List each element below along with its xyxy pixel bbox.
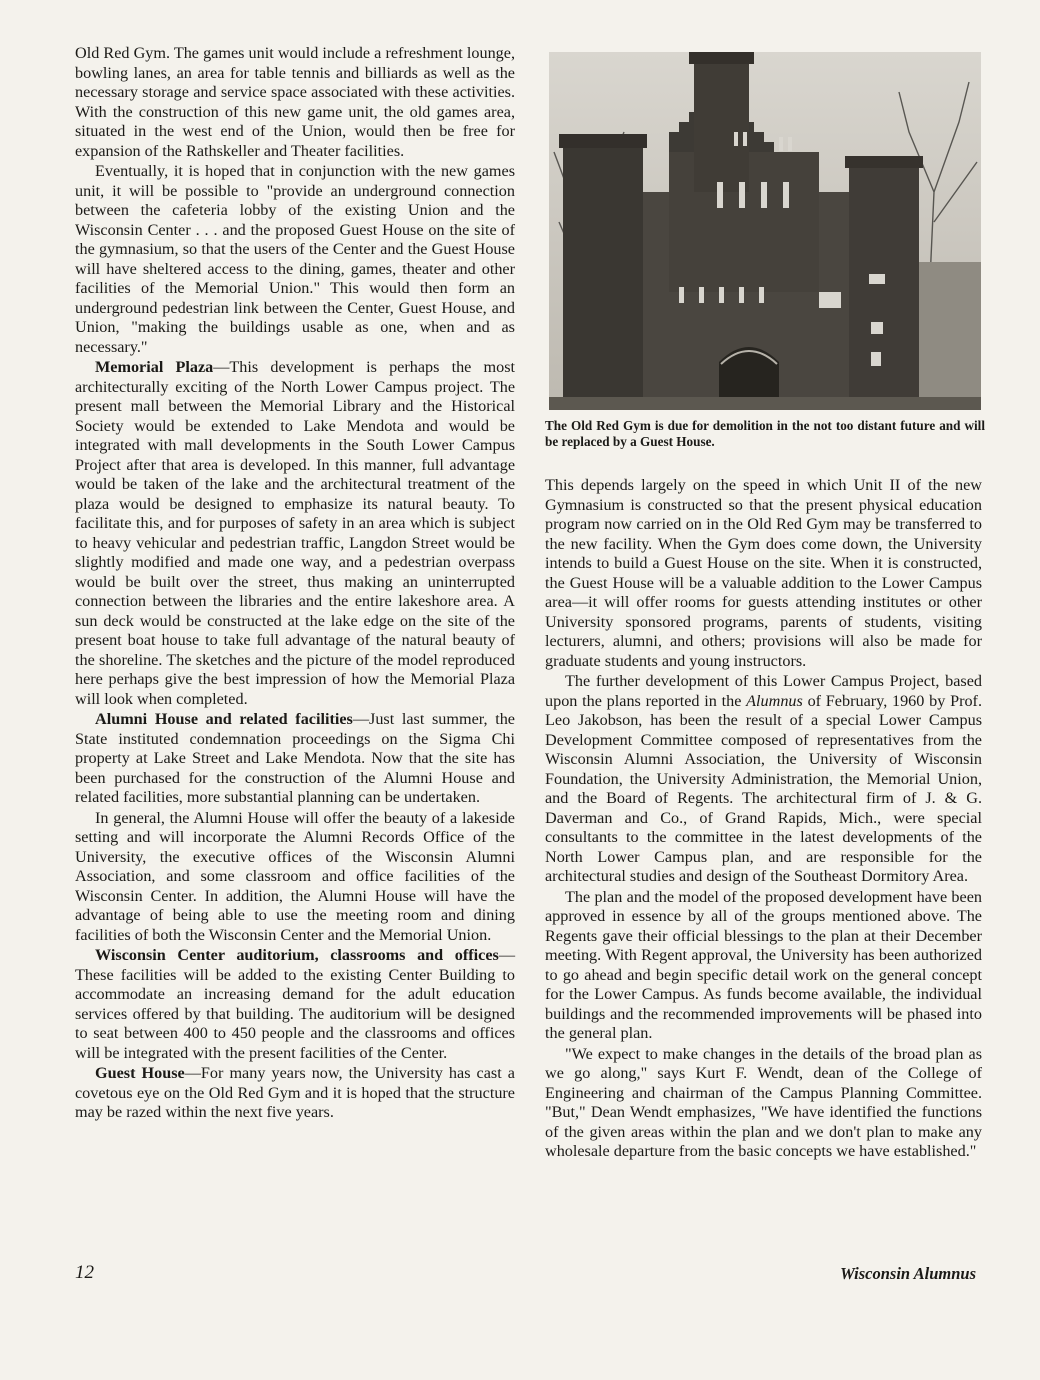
section-text: — These facilities will be added to the existing Center Building to accommodate an increasing demand for the adult education services offered by that building. The auditorium will be designed to seat between 400 to 450 people and the classrooms and offices will be integrated with the present facilities of the Center. xyxy=(75,946,515,1062)
section-text: —This development is perhaps the most architecturally exciting of the North Lower Campus project. The present mall between the Memorial Library and the Historical Society would be extended to Lake Mendota and would be integrated with mall developments in the South Lower Campus Project after that area is developed. In this manner, full advantage would be taken of the lake and the architectural treatment of the plaza would be designed to emphasize its natural beauty. To facilitate this, and for purposes of safety in an area which is subject to heavy vehicular and pedestrian traffic, Langdon Street would be slightly modified and made one way, and a pedestrian overpass would be built over the street, thus making an uninterrupted connection between the libraries and the entire lakeshore area. A sun deck would be constructed at the lake edge on the site of the present boat house to take full advantage of the natural beauty of the shoreline. The sketches and the picture of the model reproduced here perhaps give the best impression of how the Memorial Plaza will look when completed. xyxy=(75,358,515,708)
body-paragraph-quote: "We expect to make changes in the details of the broad plan as we go along," says Kurt F. Wendt, dean of the College of Engineering and chairman of the Campus Planning Committee. "But," Dean Wendt emphasizes, "We have identified the functions of the given areas within the plan and we don't plan to make any wholesale departure from the basic concepts we have established." xyxy=(545,1044,982,1160)
magazine-name: Wisconsin Alumnus xyxy=(840,1264,976,1283)
section-alumni-house xyxy=(75,710,515,808)
left-column xyxy=(75,44,515,1124)
old-red-gym-photo xyxy=(549,52,981,410)
page-number: 12 xyxy=(75,1262,94,1283)
section-guest-house xyxy=(75,1064,515,1123)
body-paragraph-alumnus-reference xyxy=(545,672,982,887)
body-paragraph: The plan and the model of the proposed development have been approved in essence by all of the groups mentioned above. The Regents gave their official blessings to the plan at their December meeting. With Regent approval, the University has been authorized to go ahead and begin specific detail work on the general concept for the Lower Campus. As funds become available, the individual buildings and the recommended improvements will be phased into the general plan. xyxy=(545,887,982,1042)
section-heading: Alumni House and related facilities xyxy=(95,710,353,728)
text-run: The further development of this Lower Campus Project, based upon the plans reported in the xyxy=(545,672,982,710)
body-paragraph: Eventually, it is hoped that in conjunction with the new games unit, it will be possible to "provide an underground connection between the cafeteria lobby of the existing Union and the Wisconsin Center . . . and the proposed Guest House on the site of the gymnasium, so that the users of the Center and the Guest House will have sheltered access to the dining, games, theater and other facilities of the Memorial Union." This would then form an underground pedestrian link between the Center, Guest House, and Union, "making the buildings usable as one, when and as necessary." xyxy=(75,162,515,356)
section-text: —Just last summer, the State instituted condemnation proceedings on the Sigma Chi property at Lake Street and Lake Mendota. Now that the site has been purchased for the construction of the Alumni House and related facilities, more substantial planning can be undertaken. xyxy=(75,710,515,806)
gym-illustration xyxy=(549,52,981,410)
publication-title: Alumnus xyxy=(746,691,803,710)
section-memorial-plaza xyxy=(75,358,515,709)
section-heading: Wisconsin Center auditorium, classrooms and offices xyxy=(95,946,499,964)
text-run: of February, 1960 by Prof. Leo Jakobson, has been the result of a special Lower Campus Development Committee composed of representatives from the Wisconsin Alumni Association, the University of Wisconsin Foundation, the University Administration, the Memorial Union, and the Board of Regents. The architectural firm of J. & G. Daverman and Co., of Grand Rapids, Mich., were special consultants to the committee in the latest developments of the North Lower Campus plan, and are responsible for the architectural studies and design of the Southeast Dormitory Area. xyxy=(545,691,982,885)
section-heading: Guest House xyxy=(95,1064,185,1082)
body-paragraph: This depends largely on the speed in which Unit II of the new Gymnasium is constructed so that the present physical education program now carried on in the Old Red Gym may be transferred to the new facility. When the Gym does come down, the University intends to build a Guest House on the site. When it is constructed, the Guest House will be a valuable addition to the Lower Campus area—it will offer rooms for guests attending institutes or other University sponsored programs, parents of students, visiting lecturers, alumni, and others; provisions will also be made for graduate students and young instructors. xyxy=(545,476,982,670)
section-wisconsin-center xyxy=(75,946,515,1063)
body-paragraph: In general, the Alumni House will offer the beauty of a lakeside setting and will incorporate the Alumni Records Office of the University, the executive offices of the Wisconsin Alumni Association, and some classroom and office facilities of the Wisconsin Center. In addition, the Alumni House will have the advantage of being able to use the meeting room and dining facilities of both the Wisconsin Center and the Memorial Union. xyxy=(75,808,515,944)
photo-caption: The Old Red Gym is due for demolition in the not too distant future and will be replaced by a Guest House. xyxy=(545,418,985,449)
right-column xyxy=(545,476,982,1163)
section-heading: Memorial Plaza xyxy=(95,358,214,376)
body-paragraph: Old Red Gym. The games unit would include a refreshment lounge, bowling lanes, an area for table tennis and billiards as well as the necessary storage and service space associated with these activities. With the construction of this new game unit, the old games area, situated in the west end of the Union, would then be free for expansion of the Rathskeller and Theater facilities. xyxy=(75,44,515,160)
section-text: —For many years now, the University has cast a covetous eye on the Old Red Gym and it is hoped that the structure may be razed within the next five years. xyxy=(75,1064,515,1121)
